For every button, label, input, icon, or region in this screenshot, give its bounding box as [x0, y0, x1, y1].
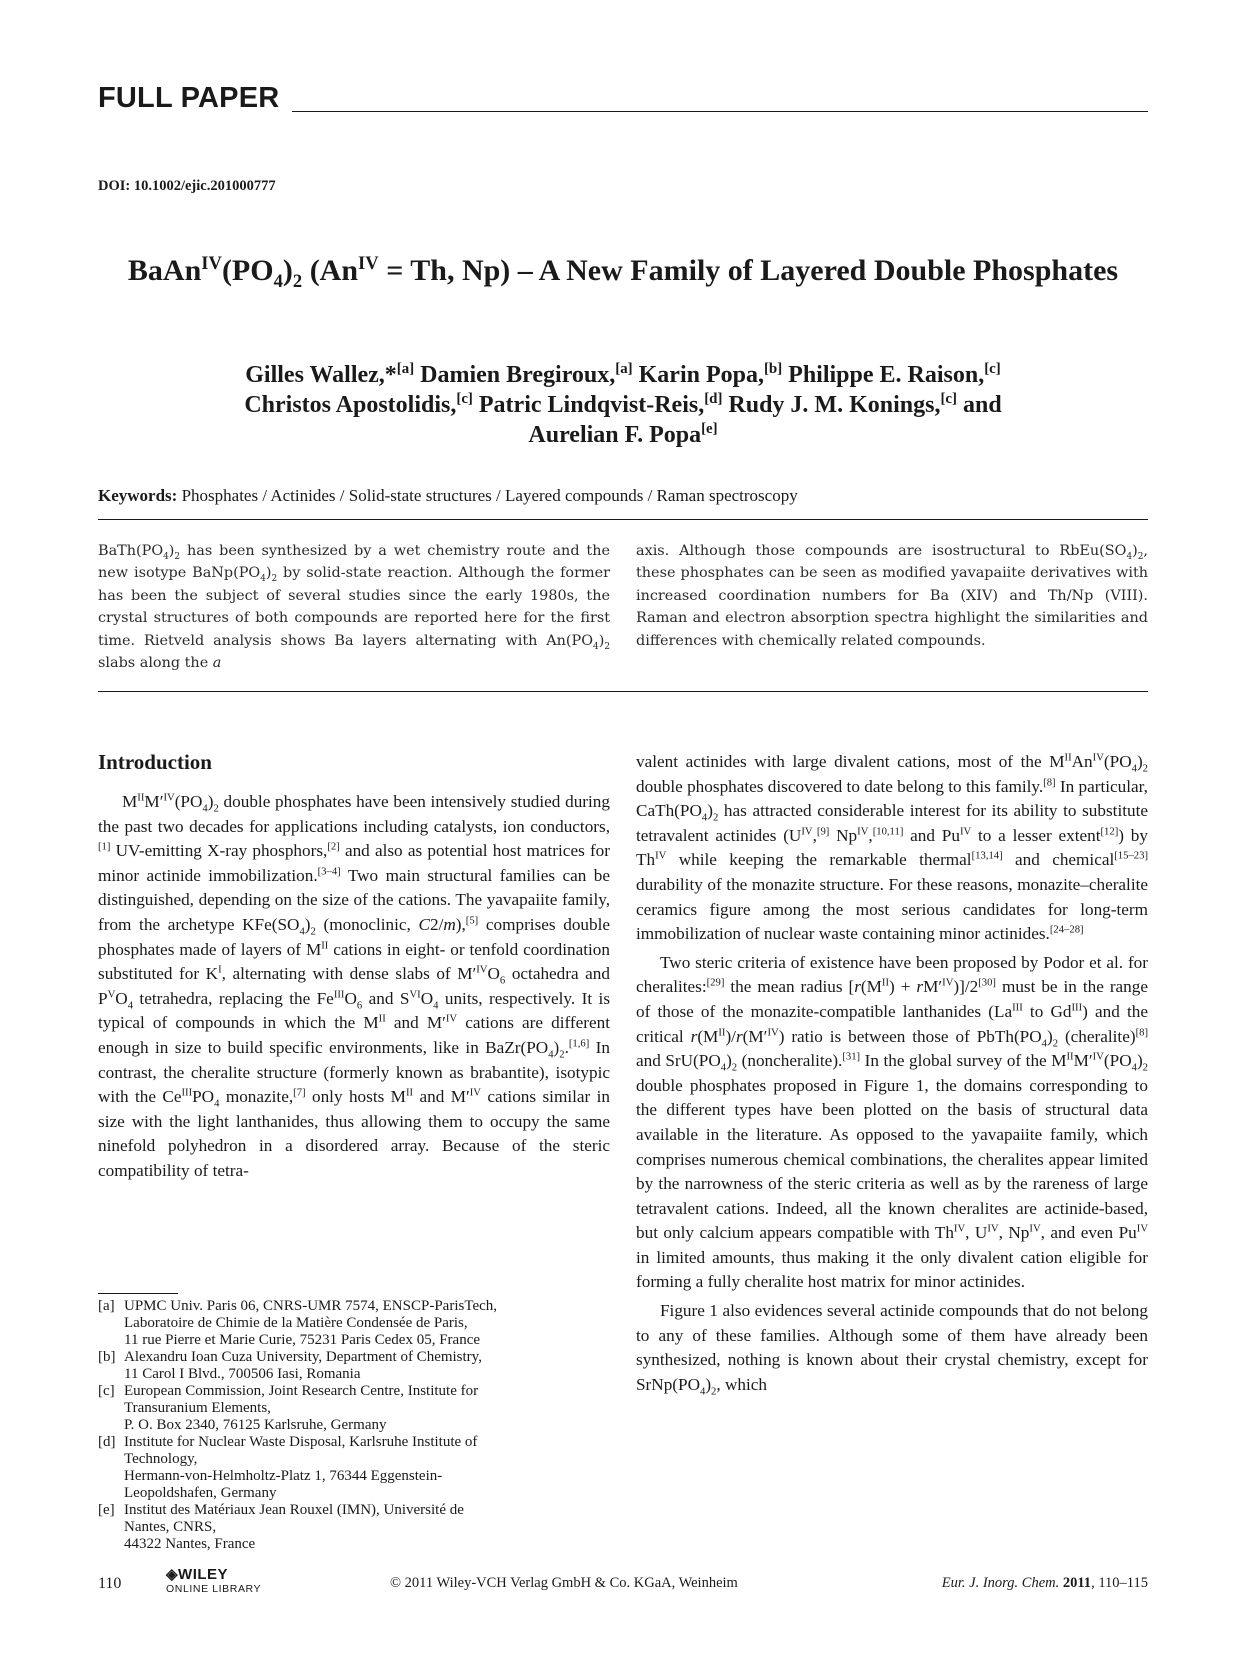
keywords-label: Keywords:: [98, 486, 178, 505]
wiley-book-icon: ◈: [166, 1566, 179, 1583]
author-list: [98, 360, 1148, 450]
page-number: 110: [98, 1575, 122, 1592]
title-part: (PO: [221, 254, 274, 287]
footnote: [c] European Commission, Joint Research Centre, Institute for Transuranium Elements, P. O. Box 2340, 76125 Karlsruhe, Germany: [98, 1383, 479, 1433]
author: Aurelian F. Popa[e]: [528, 421, 718, 448]
abstract-right-column: axis. Although those compounds are isostructural to $RbEu(SO_4)_2$, these phosphates can be seen as modified yavapaiite derivatives with increased coordination numbers for Ba (XIV) and Th/Np (VIII). Raman and electron absorption spectra highlight the similarities and differences with chemically related compounds.: [636, 543, 1148, 649]
footnote: [e] Institut des Matériaux Jean Rouxel (IMN), Université de Nantes, CNRS, 44322 Nantes, France: [98, 1502, 464, 1552]
author: Philippe E. Raison,[c]: [788, 361, 1001, 388]
footnote: [b] Alexandru Ioan Cuza University, Department of Chemistry, 11 Carol I Blvd., 700506 Iasi, Romania: [98, 1349, 482, 1382]
keywords: [98, 486, 1148, 506]
abstract-left-column: $BaTh(PO_4)_2$ has been synthesized by a wet chemistry route and the new isotype $BaNp(PO_4)_2$ by solid-state reaction. Although the former has been the subject of several studies since the early 1980s, the crystal structures of both compounds are reported here for the first time. Rietveld analysis shows Ba layers alternating with $An(PO_4)_2$ slabs along the a: [98, 543, 610, 672]
running-header: [98, 82, 1148, 114]
authors-and: and: [962, 392, 1002, 418]
abstract-top-rule: [98, 519, 1148, 520]
author: Christos Apostolidis,[c]: [244, 391, 473, 418]
footnote: [d] Institute for Nuclear Waste Disposal, Karlsruhe Institute of Technology, Hermann-von-Helmholtz-Platz 1, 76344 Eggenstein- Leopoldshafen, Germany: [98, 1434, 478, 1501]
affiliation-footnotes: [98, 1298, 610, 1553]
abstract-bottom-rule: [98, 691, 1148, 692]
title-part: (An: [302, 254, 359, 287]
header-rule: [292, 111, 1148, 112]
page-footer: [98, 1565, 1148, 1601]
body-paragraph: Two steric criteria of existence have been proposed by Podor et al. for cheralites:[29] the mean radius $[r(M^{II}) + rM'^{IV})]/2[30]$ must be in the range of those of the monazite-compatible lanthanides ($La^{III}$ to $Gd^{III}$) and the critical $r(M^{II})/r(M'^{IV})$ ratio is between those of $PbTh(PO_4)_2$ (cheralite)[8] and $SrU(PO_4)_2$ (noncheralite).[31] In the global survey of the $M^{II}M'^{IV}(PO_4)_2$ double phosphates proposed in Figure 1, the domains corresponding to the different types have been plotted on the basis of structural data available in the literature. As opposed to the yavapaiite family, which comprises numerous chemical combinations, the cheralites appear limited by the narrowness of the steric criteria as well as by the rareness of large tetravalent cations. Indeed, all the known cheralites are actinide-based, but only calcium appears compatible with $Th^{IV}$, $U^{IV}$, $Np^{IV}$, and even $Pu^{IV}$ in limited amounts, thus making it the only divalent cation eligible for forming a fully cheralite host matrix for minor actinides.: [636, 952, 1149, 1292]
section-heading-introduction: Introduction: [98, 750, 212, 774]
title-sup: IV: [358, 253, 379, 274]
author: Gilles Wallez,*[a]: [245, 361, 415, 388]
footnote-rule: [98, 1293, 178, 1294]
paper-title: [98, 253, 1148, 292]
journal-citation: Eur. J. Inorg. Chem. 2011, 110–115: [941, 1575, 1148, 1591]
wiley-online-library-logo: ◈WILEY ONLINE LIBRARY: [166, 1566, 262, 1595]
footnote: [a] UPMC Univ. Paris 06, CNRS-UMR 7574, ENSCP-ParisTech, Laboratoire de Chimie de la Matière Condensée de Paris, 11 rue Pierre et Marie Curie, 75231 Paris Cedex 05, France: [98, 1298, 498, 1348]
author: Patric Lindqvist-Reis,[d]: [478, 391, 723, 418]
copyright: © 2011 Wiley-VCH Verlag GmbH & Co. KGaA, Weinheim: [390, 1575, 738, 1591]
title-part: = Th, Np) – A New Family of Layered Double Phosphates: [378, 254, 1119, 287]
title-sub: 2: [292, 271, 303, 292]
body-paragraph: $M^{II}M'^{IV}(PO_4)_2$ double phosphates have been intensively studied during the past two decades for applications including catalysts, ion conductors,[1] UV-emitting X-ray phosphors,[2] and also as potential host matrices for minor actinide immobilization.[3–4] Two main structural families can be distinguished, depending on the size of the cations. The yavapaiite family, from the archetype $KFe(SO_4)_2$ (monoclinic, C2/m),[5] comprises double phosphates made of layers of $M^{II}$ cations in eight- or tenfold coordination substituted for $K^I$, alternating with dense slabs of $M'^{IV}O_6$ octahedra and $P^VO_4$ tetrahedra, replacing the $Fe^{III}O_6$ and $S^{VI}O_4$ units, respectively. It is typical of compounds in which the $M^{II}$ and $M'^{IV}$ cations are different enough in size to build specific environments, like in $BaZr(PO_4)_2.[1,6]$ In contrast, the cheralite structure (formerly known as brabantite), isotypic with the $Ce^{III}PO_4$ monazite,[7] only hosts $M^{II}$ and $M'^{IV}$ cations similar in size with the light lanthanides, thus allowing them to occupy the same ninefold polyhedron in a disordered array. Because of the steric compatibility of tetra-: [98, 792, 611, 1180]
header-label: FULL PAPER: [98, 82, 280, 114]
doi: DOI: 10.1002/ejic.201000777: [98, 178, 276, 194]
title-part: BaAn: [127, 254, 202, 287]
author: Damien Bregiroux,[a]: [420, 361, 633, 388]
body-right-column: [636, 750, 1148, 1401]
body-left-column: [98, 790, 610, 1188]
title-sub: 4: [273, 271, 283, 292]
body-paragraph: Figure 1 also evidences several actinide compounds that do not belong to any of these families. Although some of them have already been synthesized, nothing is known about their crystal chemistry, except for $SrNp(PO_4)_2$, which: [636, 1301, 1148, 1398]
author: Karin Popa,[b]: [638, 361, 783, 388]
body-paragraph: valent actinides with large divalent cations, most of the $M^{II}An^{IV}(PO_4)_2$ double phosphates discovered to date belong to this family.[8] In particular, $CaTh(PO_4)_2$ has attracted considerable interest for its ability to substitute tetravalent actinides ($U^{IV},[9]$ $Np^{IV},[10,11]$ and $Pu^{IV}$ to a lesser extent[12]) by $Th^{IV}$ while keeping the remarkable thermal[13,14] and chemical[15–23] durability of the monazite structure. For these reasons, monazite–cheralite ceramics figure among the most serious candidates for long-term immobilization of nuclear waste containing minor actinides.[24–28]: [636, 752, 1148, 944]
title-sup: IV: [201, 253, 222, 274]
title-part: ): [282, 254, 293, 287]
keywords-text: Phosphates / Actinides / Solid-state structures / Layered compounds / Raman spectroscopy: [181, 486, 798, 505]
author: Rudy J. M. Konings,[c]: [728, 391, 957, 418]
